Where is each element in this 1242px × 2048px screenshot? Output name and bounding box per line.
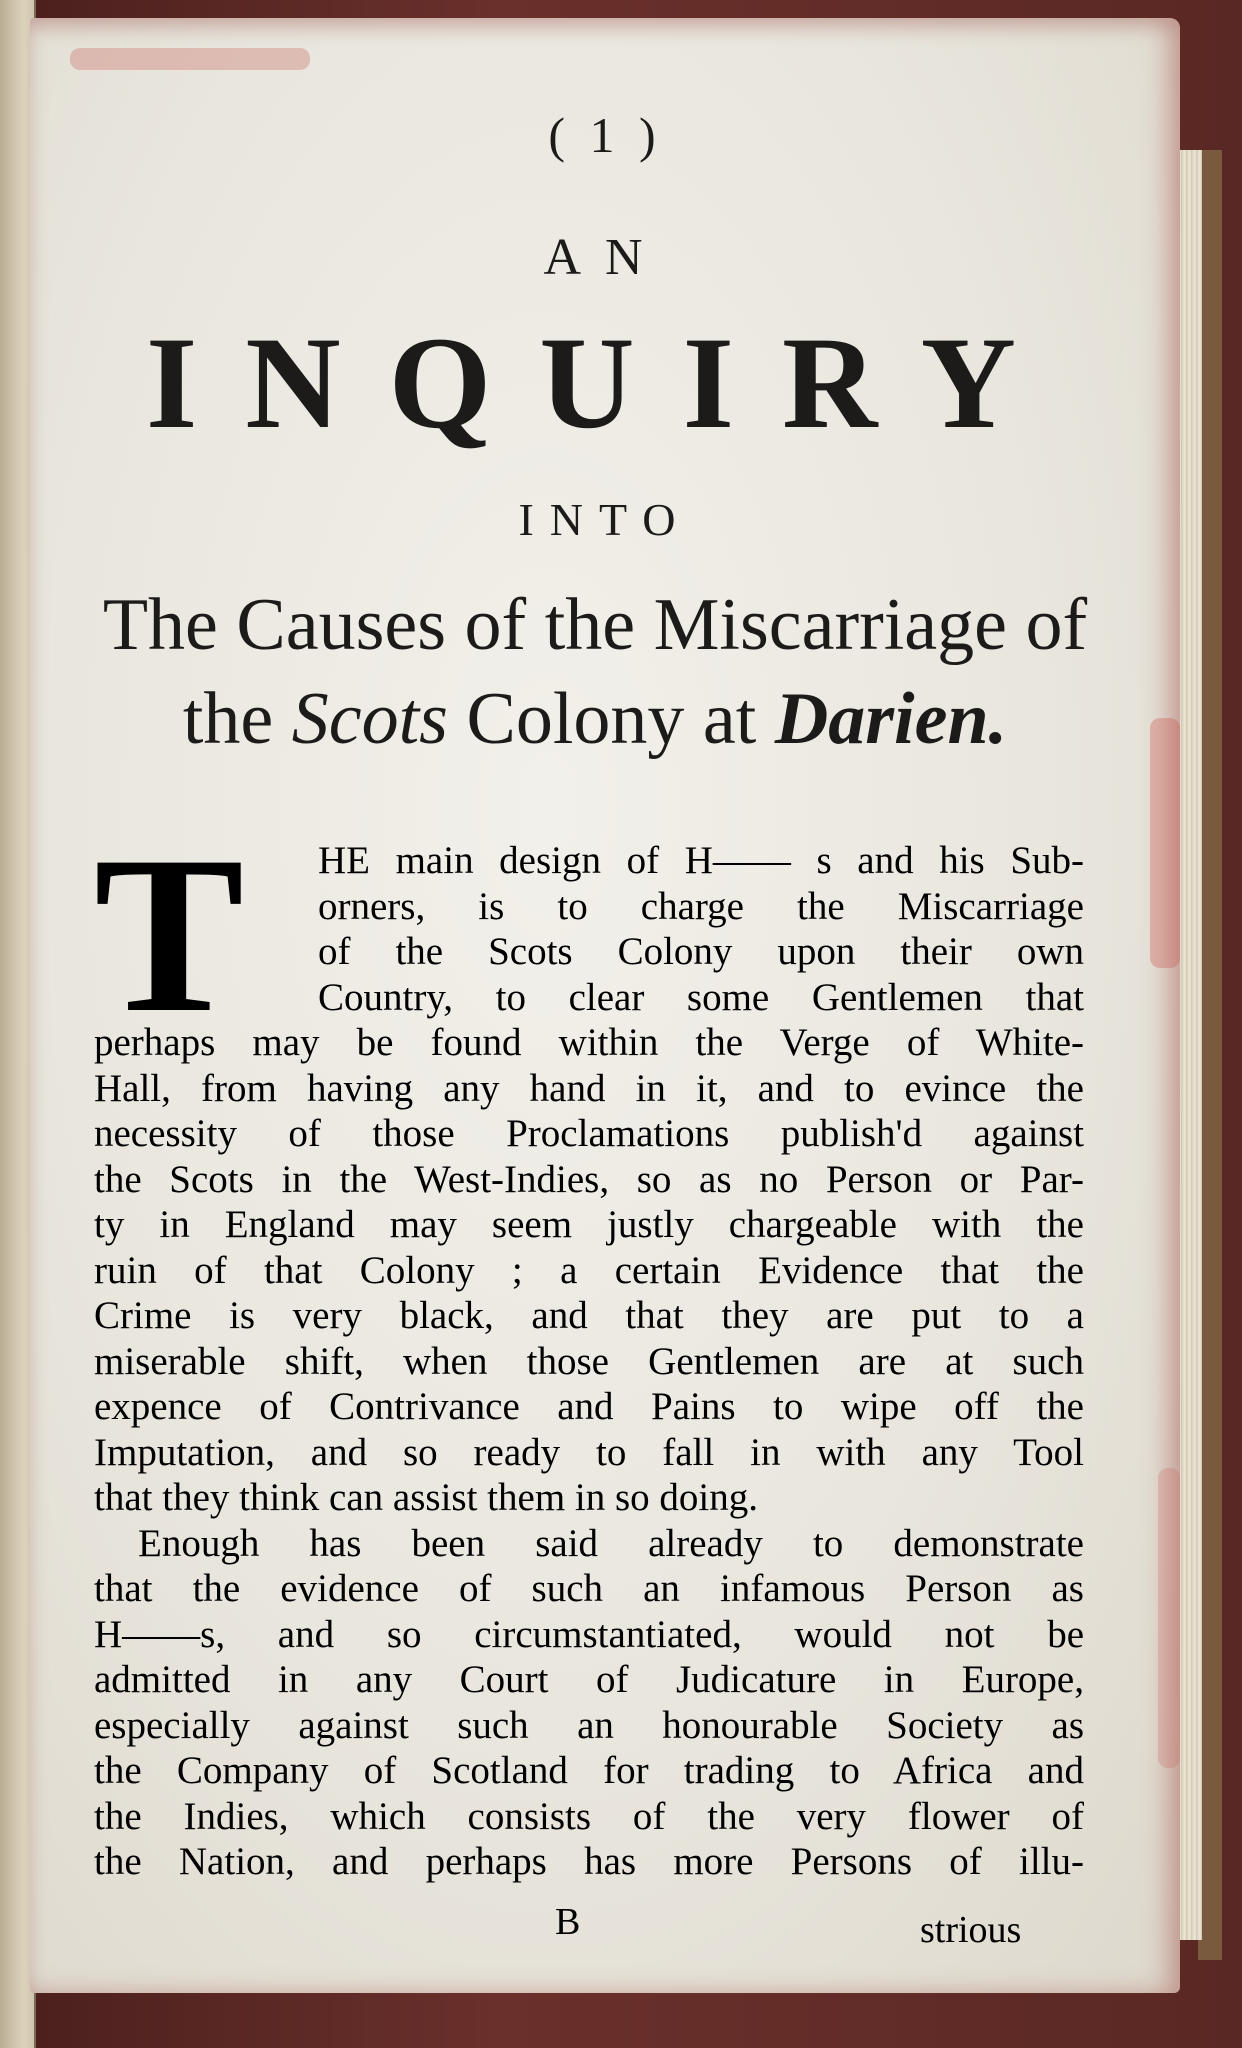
page-number: ( 1 )	[548, 107, 662, 163]
text-line: HE main design of H—— s and his Sub-	[318, 839, 1084, 882]
page-stain	[1158, 1468, 1180, 1768]
text-line: Hall, from having any hand in it, and to evince the	[94, 1066, 1084, 1110]
text-line: the Nation, and perhaps has more Persons of illu-	[94, 1840, 1084, 1883]
subtitle-text: Colony at	[447, 678, 775, 760]
subtitle-text: the	[182, 678, 292, 760]
text-line: necessity of those Proclamations publish'd against	[94, 1112, 1084, 1155]
text-line: perhaps may be found within the Verge of White-	[94, 1021, 1084, 1064]
drop-cap: T	[94, 809, 245, 1059]
text-line: Enough has been said already to demonstrate	[138, 1521, 1084, 1565]
body-text	[94, 809, 1084, 1885]
title-an: AN	[543, 229, 667, 286]
text-line: the Scots in the West-Indies, so as no Person or Par-	[94, 1157, 1084, 1201]
text-line: orners, is to charge the Miscarriage	[318, 884, 1084, 928]
text-line: Crime is very black, and that they are put to a	[94, 1294, 1084, 1337]
title-inquiry: INQUIRY	[145, 309, 1065, 456]
text-line: that they think can assist them in so doing.	[94, 1476, 759, 1519]
text-line: of the Scots Colony upon their own	[318, 930, 1084, 973]
text-line: that the evidence of such an infamous Person as	[94, 1567, 1084, 1610]
signature-mark: B	[555, 1901, 581, 1943]
text-line: Imputation, and so ready to fall in with any Tool	[94, 1430, 1084, 1474]
title-into: INTO	[518, 494, 692, 545]
page-stain	[70, 48, 310, 70]
text-line: admitted in any Court of Judicature in Europe,	[94, 1658, 1084, 1701]
text-line: ty in England may seem justly chargeable with the	[94, 1203, 1084, 1246]
text-line: expence of Contrivance and Pains to wipe off the	[94, 1385, 1084, 1428]
catchword: strious	[920, 1909, 1022, 1951]
text-line: H——s, and so circumstantiated, would not be	[94, 1612, 1084, 1656]
subtitle	[70, 578, 1120, 766]
subtitle-italic: Scots	[291, 678, 448, 760]
text-line: especially against such an honourable Society as	[94, 1703, 1084, 1747]
text-line: miserable shift, when those Gentlemen are at such	[94, 1339, 1084, 1383]
page-stain	[1150, 718, 1180, 968]
text-line: Country, to clear some Gentlemen that	[318, 975, 1084, 1019]
subtitle-line-2	[70, 672, 1120, 766]
subtitle-italic: Darien.	[774, 678, 1008, 760]
text-line: the Indies, which consists of the very flower of	[94, 1794, 1084, 1838]
text-line: the Company of Scotland for trading to Africa and	[94, 1749, 1084, 1792]
text-line: ruin of that Colony ; a certain Evidence that the	[94, 1248, 1084, 1292]
subtitle-line-1: The Causes of the Miscarriage of	[102, 584, 1088, 666]
